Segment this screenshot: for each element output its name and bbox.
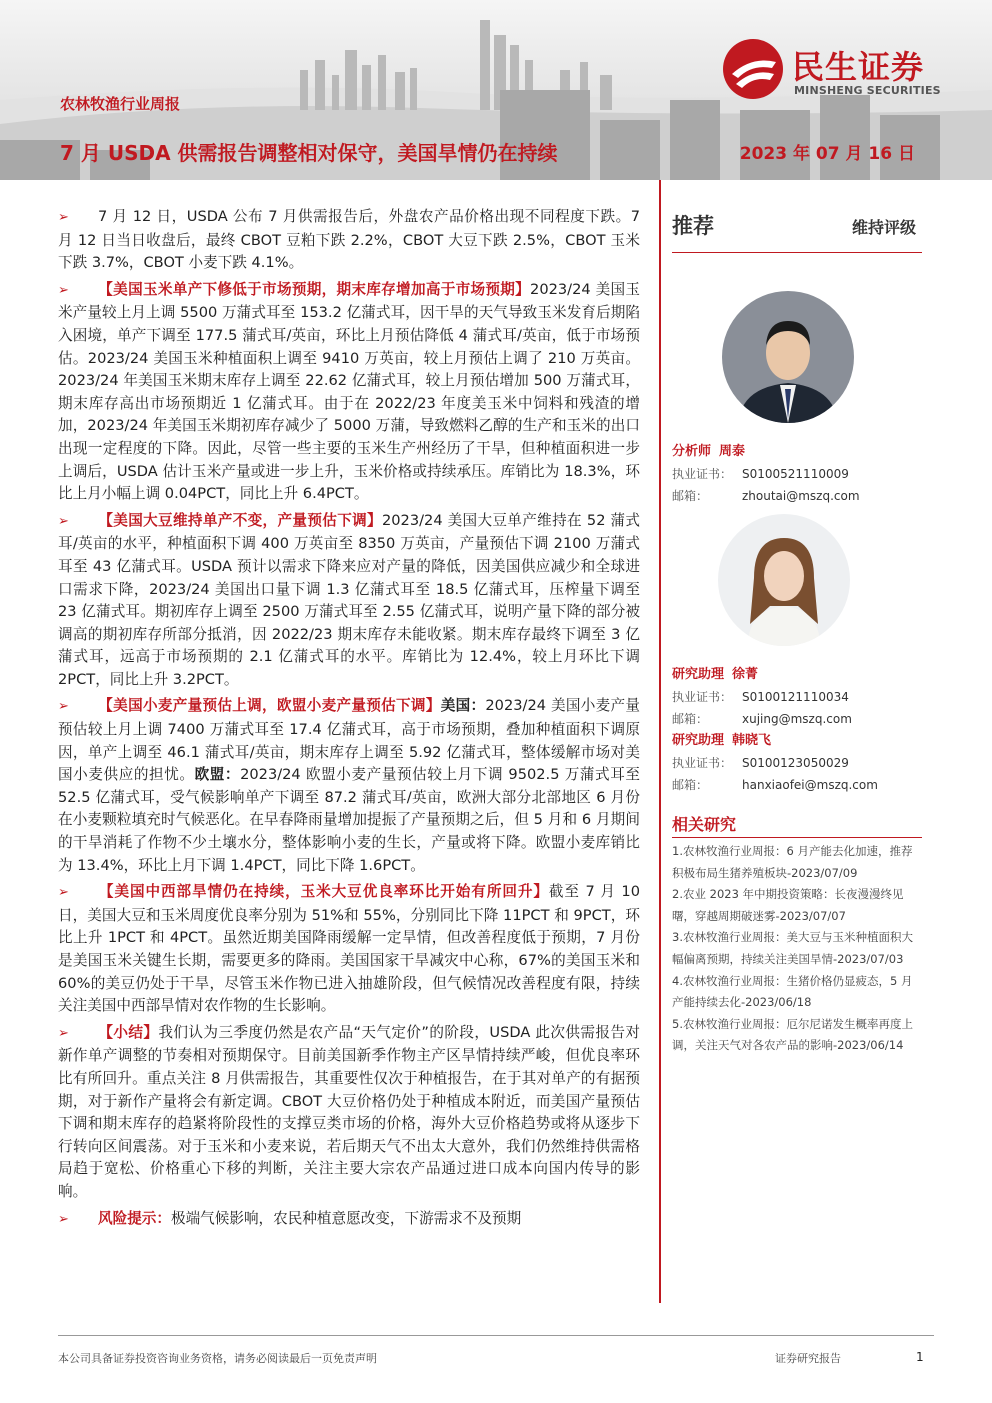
paragraph-corn: ➢ 【美国玉米单产下修低于市场预期，期末库存增加高于市场预期】2023/24 美国玉米产量较上月上调 5500 万蒲式耳至 153.2 亿蒲式耳，因干旱的天气导致玉米发育后期陷入困境，单产下调至 177.5 蒲式耳/英亩，环比上月预估降低 4 蒲式耳/英亩，低于市场预估。2023/24 美国玉米种植面积上调至 9410 万英亩，较上月预估上调了 210 万英亩。2023/24 年美国玉米期末库存上调至 22.62 亿蒲式耳，较上月预估增加 500 万蒲式耳，期末库存高出市场预期近 1 亿蒲式耳。由于在 2022/23 年度美玉米中饲料和残渣的增加，2023/24 年美国玉米期初库存减少了 5000 万蒲，导致燃料乙醇的生产和玉米的出口出现一定程度的下降。因此，尽管一些主要的玉米生产州经历了干旱，但种植面积进一步上调后，USDA 估计玉米产量或进一步上升，玉米价格或持续承压。库销比为 18.3%，环比上月小幅上调 0.04PCT，同比上升 6.4PCT。 — [58, 280, 640, 503]
bullet-icon: ➢ — [58, 699, 69, 715]
related-item[interactable]: 1.农林牧渔行业周报：6 月产能去化加速，推荐积极布局生猪养殖板块-2023/07/09 — [672, 844, 913, 880]
bullet-icon: ➢ — [58, 1211, 69, 1227]
related-item[interactable]: 5.农林牧渔行业周报：厄尔尼诺发生概率再度上调，关注天气对各农产品的影响-2023/06/14 — [672, 1016, 913, 1053]
email-link[interactable]: xujing@mszq.com — [742, 712, 852, 726]
analyst-hanxiaofei: 研究助理 韩晓飞 执业证书： S0100123050029 邮箱： hanxiaofei@mszq.com — [672, 733, 878, 792]
footer-disclaimer: 本公司具备证券投资咨询业务资格，请务必阅读最后一页免责声明 — [58, 1352, 377, 1365]
paragraph-drought: ➢ 【美国中西部旱情仍在持续，玉米大豆优良率环比开始有所回升】截至 7 月 10 日，美国大豆和玉米周度优良率分别为 51%和 55%，分别同比下降 11PCT 和 9PCT，环比上升 1PCT 和 4PCT。虽然近期美国降雨缓解一定旱情，但改善程度低于预期，7 月份是美国玉米关键生长期，需要更多的降雨。美国国家干旱减灾中心称，67%的美国玉米和 60%的美豆仍处于干旱，尽管玉米作物已进入抽雄阶段，但气候情况改善程度有限，持续关注美国中西部旱情对农作物的生长影响。 — [58, 883, 640, 1015]
related-research-title: 相关研究 — [672, 815, 737, 834]
logo-cn-text: 民生证券 — [792, 48, 925, 86]
bullet-icon: ➢ — [58, 513, 69, 529]
main-content — [58, 206, 640, 1235]
heading-drought: 【美国中西部旱情仍在持续，玉米大豆优良率环比开始有所回升】 — [98, 883, 549, 901]
bullet-icon: ➢ — [58, 282, 69, 298]
divider — [672, 837, 922, 838]
heading-risk: 风险提示： — [98, 1209, 171, 1227]
report-category: 农林牧渔行业周报 — [60, 95, 181, 113]
related-item[interactable]: 4.农林牧渔行业周报：生猪价格仍显疲态，5 月产能持续去化-2023/06/18 — [672, 973, 913, 1010]
heading-corn: 【美国玉米单产下修低于市场预期，期末库存增加高于市场预期】 — [98, 280, 531, 298]
footer-rule — [58, 1335, 934, 1336]
analyst-xujing: 研究助理 徐菁 执业证书： S0100121110034 邮箱： xujing@mszq.com — [672, 667, 852, 726]
related-item[interactable]: 3.农林牧渔行业周报：美大豆与玉米种植面积大幅偏离预期，持续关注美国旱情-2023/07/03 — [672, 930, 913, 966]
bullet-icon: ➢ — [58, 1025, 69, 1041]
heading-soybean: 【美国大豆维持单产不变，产量预估下调】 — [98, 511, 382, 529]
paragraph-1: ➢ 7 月 12 日，USDA 公布 7 月供需报告后，外盘农产品价格出现不同程度下跌。7 月 12 日当日收盘后，最终 CBOT 豆粕下跌 2.2%，CBOT 大豆下跌 2.5%，CBOT 玉米下跌 3.7%，CBOT 小麦下跌 4.1%。 — [58, 208, 640, 272]
paragraph-risk: ➢ 风险提示：极端气候影响，农民种植意愿改变，下游需求不及预期 — [58, 1208, 640, 1232]
logo-en-text: MINSHENG SECURITIES — [794, 84, 941, 97]
logo-mark-icon — [722, 38, 784, 100]
recommendation: 推荐 — [672, 214, 714, 238]
rating: 维持评级 — [851, 218, 916, 237]
analyst-photo-zhoutai — [722, 291, 854, 423]
bullet-icon: ➢ — [58, 210, 69, 225]
footer-doc-type: 证券研究报告 — [775, 1352, 841, 1365]
column-divider — [659, 180, 661, 1303]
paragraph-soybean: ➢ 【美国大豆维持单产不变，产量预估下调】2023/24 美国大豆单产维持在 52 蒲式耳/英亩的水平，种植面积下调 400 万英亩至 8350 万英亩，产量预估下调 2100 万蒲式耳至 43 亿蒲式耳。USDA 预计以需求下降来应对产量的降低，因美国供应减少和全球进口需求下降，2023/24 美国出口量下调 1.3 亿蒲式耳至 18.5 亿蒲式耳，压榨量下调至 23 亿蒲式耳。期初库存上调至 2500 万蒲式耳至 2.55 亿蒲式耳，说明产量下降的部分被调高的期初库存所部分抵消，因 2022/23 期末库存未能收紧。期末库存最终下调至 3 亿蒲式耳，远高于市场预期的 2.1 亿蒲式耳的水平。库销比为 12.4%，较上月环比下调 2PCT，同比上升 3.2PCT。 — [58, 511, 640, 688]
bullet-icon: ➢ — [58, 885, 69, 901]
analyst-photo-xujing — [718, 514, 850, 646]
minsheng-logo — [722, 38, 962, 102]
related-item[interactable]: 2.农业 2023 年中期投资策略：长夜漫漫终见曙，穿越周期破迷雾-2023/07/07 — [672, 887, 904, 923]
related-research-list — [672, 841, 922, 1057]
email-link[interactable]: zhoutai@mszq.com — [742, 489, 860, 503]
divider — [672, 252, 922, 253]
heading-summary: 【小结】 — [98, 1023, 159, 1041]
report-title: 7 月 USDA 供需报告调整相对保守，美国旱情仍在持续 — [60, 141, 558, 165]
page-number: 1 — [916, 1350, 924, 1364]
paragraph-summary: ➢ 【小结】我们认为三季度仍然是农产品“天气定价”的阶段，USDA 此次供需报告对新作单产调整的节奏相对预期保守。目前美国新季作物主产区旱情持续严峻，但优良率环比有所回升。重点关注 8 月供需报告，其重要性仅次于种植报告，在于其对单产的有据预期，对于新作产量将会有新定调。CBOT 大豆价格仍处于种植成本附近，而美国产量预估下调和期末库存的趋紧将阶段性的支撑豆类市场的价格，海外大豆价格趋势或将从逐步下行转向区间震荡。对于玉米和小麦来说，若后期天气不出太大意外，我们仍然维持供需格局趋于宽松、价格重心下移的判断，关注主要大宗农产品通过进口成本向国内传导的影响。 — [58, 1023, 640, 1200]
heading-wheat: 【美国小麦产量预估上调，欧盟小麦产量预估下调】 — [98, 697, 441, 715]
analyst-zhoutai: 分析师 周泰 执业证书： S0100521110009 邮箱： zhoutai@mszq.com — [672, 444, 860, 503]
paragraph-wheat: ➢ 【美国小麦产量预估上调，欧盟小麦产量预估下调】美国：2023/24 美国小麦产量预估较上月上调 7400 万蒲式耳至 17.4 亿蒲式耳，高于市场预期，叠加种植面积下调原因，单产上调至 46.1 蒲式耳/英亩，期末库存上调至 5.92 亿蒲式耳，整体缓解市场对美国小麦供应的担忧。欧盟：2023/24 欧盟小麦产量预估较上月下调 9502.5 万蒲式耳至 52.5 亿蒲式耳，受气候影响单产下调至 87.2 蒲式耳/英亩，欧洲大部分北部地区 6 月份在小麦颗粒填充时气候恶化。在早春降雨量增加提振了产量预期之后，但 5 月和 6 月期间的干旱消耗了作物不少土壤水分，整体影响小麦的生长，产量或将下降。欧盟小麦库销比为 13.4%，环比上月下调 1.4PCT，同比下降 1.6PCT。 — [58, 697, 640, 874]
email-link[interactable]: hanxiaofei@mszq.com — [742, 778, 878, 792]
report-date: 2023 年 07 月 16 日 — [739, 144, 915, 164]
